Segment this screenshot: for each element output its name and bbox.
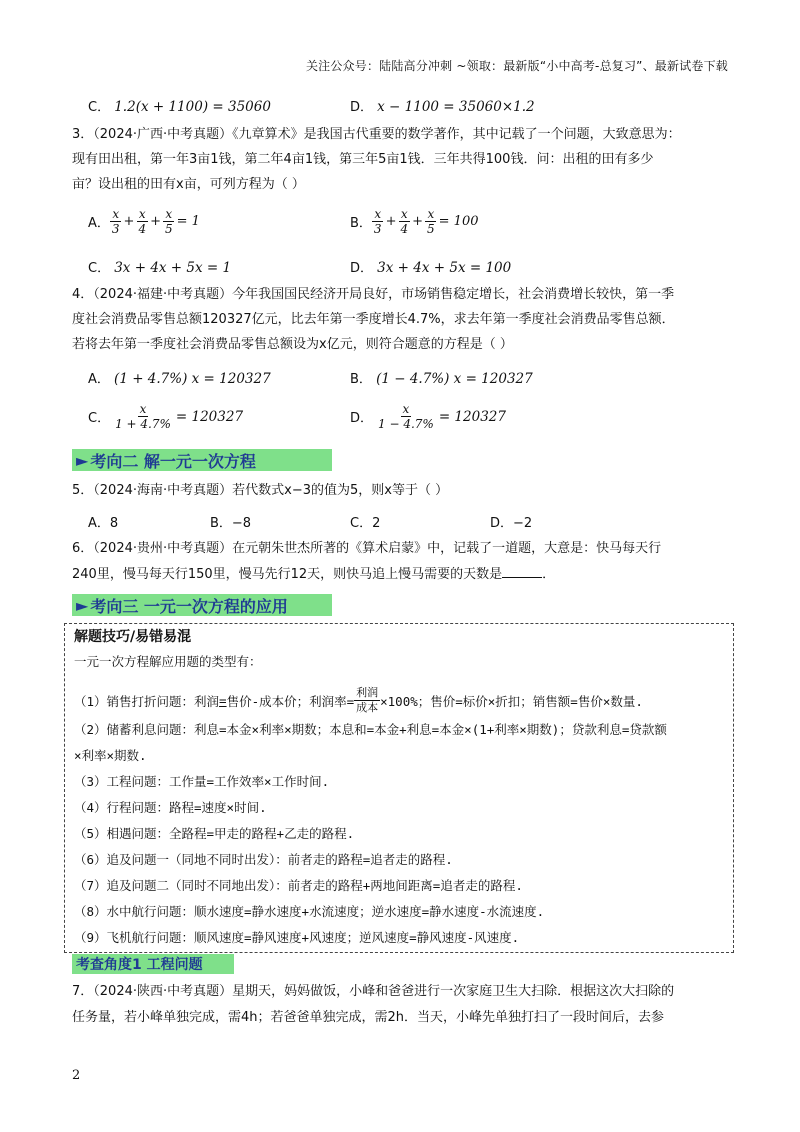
section-title: 考向二 解一元一次方程 xyxy=(90,451,256,471)
fraction-numerator: x xyxy=(165,207,173,221)
plus-sign: + xyxy=(150,214,161,229)
option-formula: (1 + 4.7%) x = 120327 xyxy=(114,371,271,387)
option-label: B． xyxy=(350,372,372,387)
fraction-numerator: 利润 xyxy=(356,686,379,699)
tips-title: 解题技巧/易错易混 xyxy=(74,629,192,645)
option-formula: (1 − 4.7%) x = 120327 xyxy=(376,371,533,387)
fraction-numerator: x xyxy=(139,402,147,416)
equation-rhs: = 100 xyxy=(438,214,479,229)
q5-option-a: A．8 xyxy=(88,516,119,531)
option-label: A． xyxy=(88,216,110,231)
q3-line-3: 亩？设出租的田有x亩，可列方程为（ ） xyxy=(72,177,305,192)
q3-option-a xyxy=(88,207,200,236)
page-number: 2 xyxy=(72,1068,81,1083)
q4-line-1: 4．（2024·福建·中考真题）今年我国国民经济开局良好，市场销售稳定增长，社会消费增长较快，第一季 xyxy=(72,287,675,302)
answer-blank[interactable] xyxy=(502,563,542,578)
option-label: D． xyxy=(350,411,374,426)
option-formula: 3x + 4x + 5x = 1 xyxy=(114,260,232,276)
q5-line-1: 5．（2024·海南·中考真题）若代数式x−3的值为5，则x等于（ ） xyxy=(72,483,449,498)
fraction-numerator: x xyxy=(374,207,382,221)
fraction-denominator: 5 xyxy=(427,222,435,236)
q6-line-2 xyxy=(72,563,555,586)
tip-text: 售价-成本价；利润率= xyxy=(226,693,355,709)
option-label: C． xyxy=(88,261,111,276)
q3-option-d xyxy=(350,257,511,276)
q3-line-1: 3．（2024·广西·中考真题）《九章算术》是我国古代重要的数学著作，其中记载了一个问题，大致意思为： xyxy=(72,127,681,142)
q6-period: ． xyxy=(542,567,556,582)
tips-line-3: （3）工程问题：工作量=工作效率×工作时间. xyxy=(74,774,330,789)
tip-text: （1）销售打折问题：利润 xyxy=(74,693,220,709)
option-label: B． xyxy=(350,216,372,231)
tips-line-6: （6）追及问题一（同地不同时出发）：前者走的路程=追者走的路程. xyxy=(74,852,453,867)
fraction-denominator: 5 xyxy=(165,222,173,236)
q7-line-2: 任务量，若小峰单独完成，需4h；若爸爸单独完成，需2h．当天，小峰先单独打扫了一段时间后，去参 xyxy=(72,1010,665,1025)
q3-line-2: 现有田出租，第一年3亩1钱，第二年4亩1钱，第三年5亩1钱．三年共得100钱．问：出租的田有多少 xyxy=(72,152,654,167)
q7-line-1: 7．（2024·陕西·中考真题）星期天，妈妈做饭，小峰和爸爸进行一次家庭卫生大扫除．根据这次大扫除的 xyxy=(72,984,675,999)
option-formula: 1.2(x + 1100) = 35060 xyxy=(114,99,271,115)
fraction-denominator: 1 − 4.7% xyxy=(378,417,434,431)
section-heading-3 xyxy=(72,594,332,616)
fraction-denominator: 3 xyxy=(111,222,120,236)
q6-text: 240里，慢马每天行150里，慢马先行12天，则快马追上慢马需要的天数是 xyxy=(72,567,503,582)
fraction-denominator: 3 xyxy=(373,222,382,236)
q6-line-1: 6．（2024·贵州·中考真题）在元朝朱世杰所著的《算术启蒙》中，记载了一道题，大意是：快马每天行 xyxy=(72,541,662,556)
q5-option-c: C．2 xyxy=(350,516,381,531)
option-label: D． xyxy=(350,261,374,276)
tips-line-4: （4）行程问题：路程=速度×时间. xyxy=(74,800,267,815)
angle-heading-1: 考查角度1 工程问题 xyxy=(72,954,234,974)
tips-line-8: （8）水中航行问题：顺水速度=静水速度+水流速度；逆水速度=静水速度-水流速度. xyxy=(74,904,545,919)
q4-line-2: 度社会消费品零售总额120327亿元，比去年第一季度增长4.7%，求去年第一季度社会消费品零售总额． xyxy=(72,312,675,327)
option-label: D． xyxy=(350,100,374,115)
tips-intro: 一元一次方程解应用题的类型有： xyxy=(74,654,262,669)
tip-equals: = xyxy=(219,693,227,708)
equation-rhs: = 1 xyxy=(176,214,200,229)
q4-option-a xyxy=(88,368,271,387)
option-label: A． xyxy=(88,372,110,387)
option-label: C． xyxy=(88,411,111,426)
q2-option-d xyxy=(350,96,535,115)
tips-line-1 xyxy=(74,686,643,715)
q3-option-c xyxy=(88,257,231,276)
q4-option-c xyxy=(88,402,243,431)
option-formula: 3x + 4x + 5x = 100 xyxy=(377,260,512,276)
fraction-denominator: 4 xyxy=(400,222,409,236)
section-title: 考向三 一元一次方程的应用 xyxy=(90,596,288,616)
fraction-denominator: 1 + 4.7% xyxy=(115,417,171,431)
plus-sign: + xyxy=(412,214,424,229)
fraction-numerator: x xyxy=(112,207,120,221)
plus-sign: + xyxy=(385,214,397,229)
tips-line-2a: （2）储蓄利息问题：利息=本金×利率×期数；本息和=本金+利息=本金×(1+利率×期数)；贷款利息=贷款额 xyxy=(74,722,667,737)
plus-sign: + xyxy=(123,214,135,229)
tips-line-7: （7）追及问题二（同时不同地出发）：前者走的路程+两地间距离=追者走的路程. xyxy=(74,878,523,893)
section-heading-2 xyxy=(72,449,332,471)
fraction-numerator: x xyxy=(427,207,435,221)
q3-option-b xyxy=(350,207,479,236)
tips-line-2b: ×利率×期数. xyxy=(74,748,147,763)
fraction-numerator: x xyxy=(402,402,410,416)
tips-line-9: （9）飞机航行问题：顺风速度=静风速度+风速度；逆风速度=静风速度-风速度. xyxy=(74,930,520,945)
fraction-numerator: x xyxy=(400,207,408,221)
triangle-arrow-icon: ► xyxy=(76,450,89,470)
q5-option-d: D．−2 xyxy=(490,516,533,531)
triangle-arrow-icon: ► xyxy=(76,595,89,615)
page-header: 关注公众号：陆陆高分冲刺 ~领取：最新版“小中高考-总复习”、最新试卷下载 xyxy=(305,59,728,73)
option-label: C． xyxy=(88,100,111,115)
fraction-denominator: 4 xyxy=(138,222,147,236)
q4-line-3: 若将去年第一季度社会消费品零售总额设为x亿元，则符合题意的方程是（ ） xyxy=(72,337,513,352)
option-formula: x − 1100 = 35060×1.2 xyxy=(377,99,535,115)
fraction-denominator: 成本 xyxy=(356,701,379,714)
fraction-numerator: x xyxy=(138,207,146,221)
equation-rhs: = 120327 xyxy=(438,408,506,425)
tip-text: ×100%；售价=标价×折扣；销售额=售价×数量. xyxy=(380,693,643,709)
q2-option-c xyxy=(88,96,271,115)
q4-option-d xyxy=(350,402,506,431)
q4-option-b xyxy=(350,368,533,387)
q5-option-b: B．−8 xyxy=(210,516,252,531)
tips-line-5: （5）相遇问题：全路程=甲走的路程+乙走的路程. xyxy=(74,826,355,841)
equation-rhs: = 120327 xyxy=(175,408,244,425)
